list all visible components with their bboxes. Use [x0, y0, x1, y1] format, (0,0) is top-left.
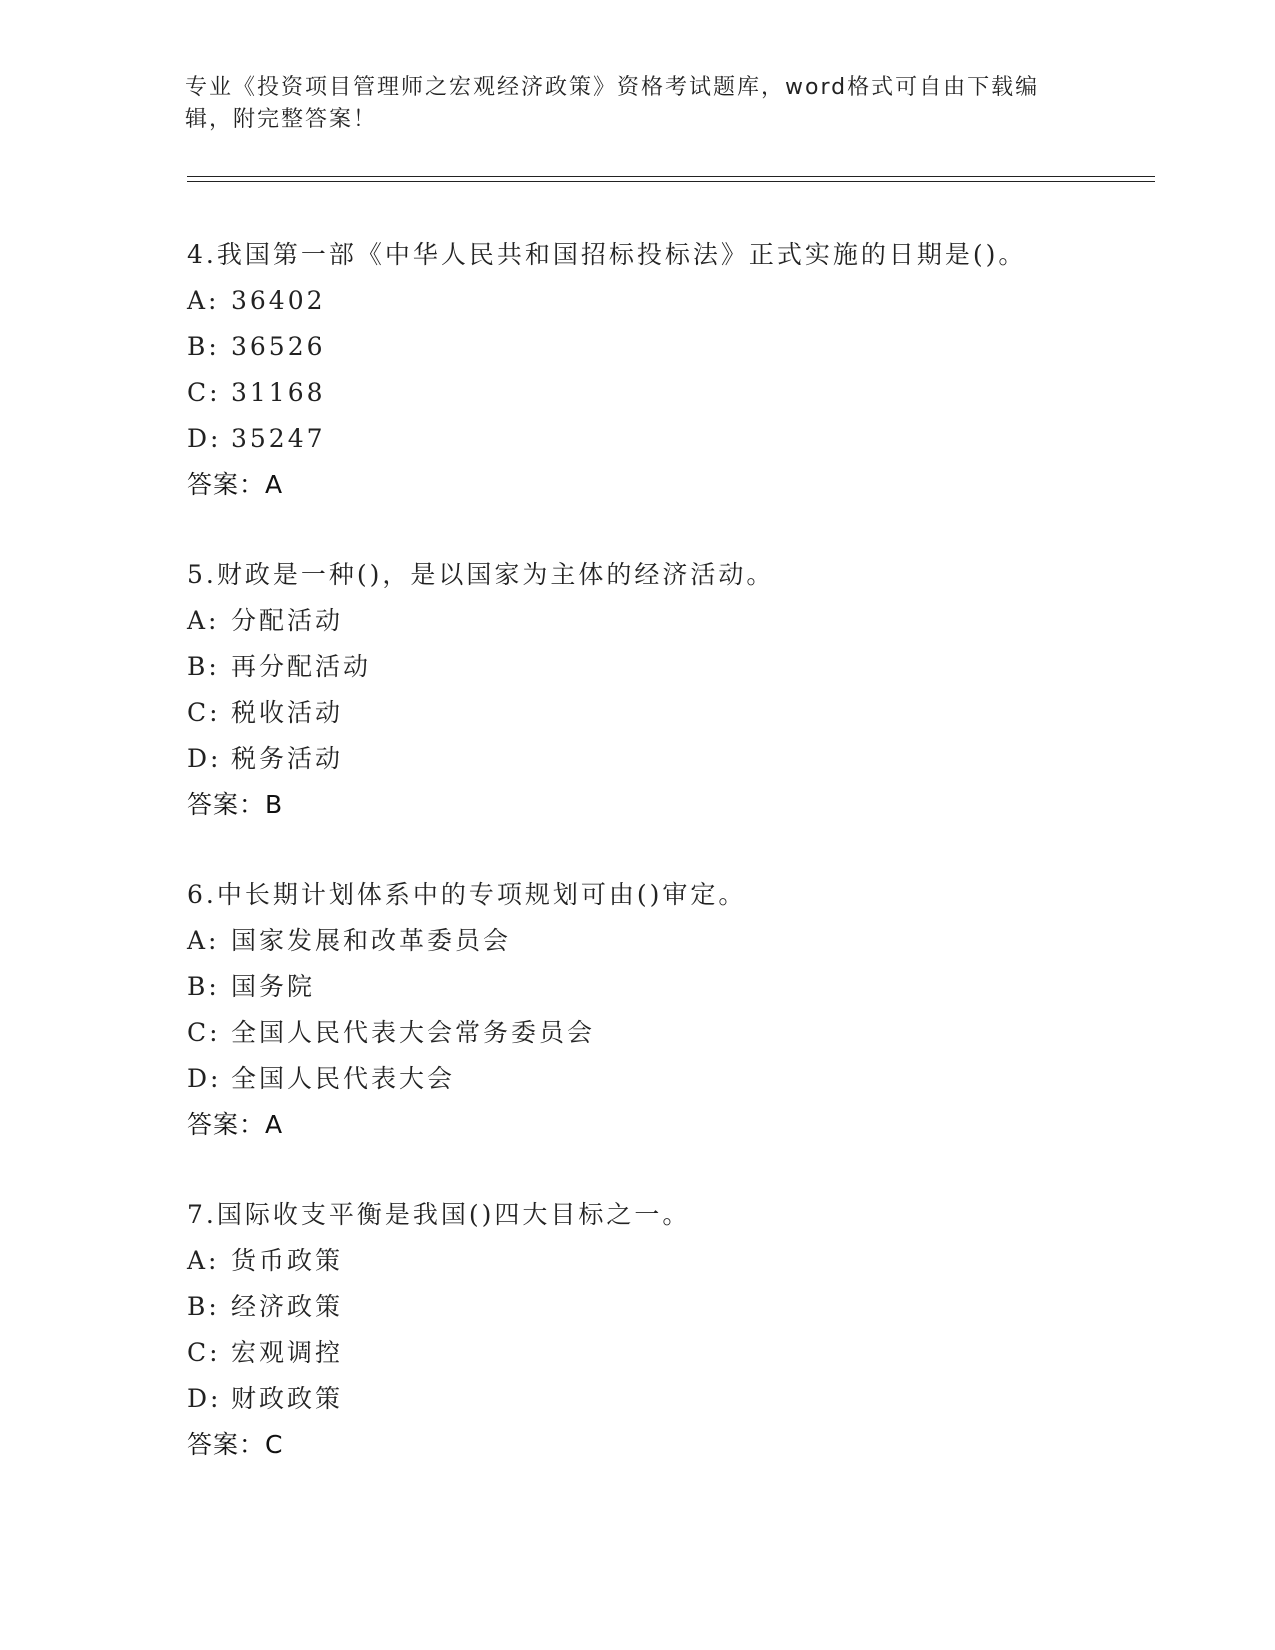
- header-line-2: 辑，附完整答案！: [185, 107, 378, 132]
- option-text: 税收活动: [231, 698, 344, 727]
- option-label: B:: [187, 1292, 220, 1321]
- option-text: 货币政策: [231, 1246, 344, 1275]
- question-stem: 4.我国第一部《中华人民共和国招标投标法》正式实施的日期是()。: [187, 240, 1027, 269]
- option-a: [187, 1238, 1147, 1284]
- header-line-1: 专业《投资项目管理师之宏观经济政策》资格考试题库，word格式可自由下载编: [185, 75, 1040, 100]
- option-text: 国务院: [231, 972, 316, 1001]
- option-d: [187, 1056, 1147, 1102]
- option-b: [187, 324, 1147, 370]
- option-d: [187, 1376, 1147, 1422]
- option-b: [187, 644, 1147, 690]
- option-b: [187, 964, 1147, 1010]
- option-c: [187, 690, 1147, 736]
- question-stem: 5.财政是一种()，是以国家为主体的经济活动。: [187, 560, 775, 589]
- question-block: [187, 232, 1147, 508]
- option-label: A:: [187, 926, 220, 955]
- option-label: C:: [187, 1338, 221, 1367]
- option-b: [187, 1284, 1147, 1330]
- option-text: 全国人民代表大会常务委员会: [231, 1018, 596, 1047]
- option-text: 国家发展和改革委员会: [231, 926, 512, 955]
- option-label: D:: [187, 424, 222, 453]
- question-stem: 7.国际收支平衡是我国()四大目标之一。: [187, 1200, 691, 1229]
- document-header: [185, 72, 1085, 136]
- option-text: 36526: [231, 332, 326, 361]
- option-a: [187, 918, 1147, 964]
- option-text: 税务活动: [231, 744, 344, 773]
- option-label: C:: [187, 1018, 221, 1047]
- header-divider-bottom: [187, 181, 1155, 182]
- option-c: [187, 1330, 1147, 1376]
- option-text: 宏观调控: [231, 1338, 344, 1367]
- option-c: [187, 1010, 1147, 1056]
- question-block: [187, 552, 1147, 828]
- option-d: [187, 736, 1147, 782]
- option-label: C:: [187, 698, 221, 727]
- header-divider-top: [187, 176, 1155, 177]
- option-text: 全国人民代表大会: [231, 1064, 456, 1093]
- answer-line: 答案：A: [187, 1110, 284, 1139]
- option-label: A:: [187, 286, 220, 315]
- question-stem: 6.中长期计划体系中的专项规划可由()审定。: [187, 880, 747, 909]
- option-label: B:: [187, 332, 220, 361]
- option-c: [187, 370, 1147, 416]
- option-text: 分配活动: [231, 606, 344, 635]
- option-text: 31168: [231, 378, 326, 407]
- option-label: C:: [187, 378, 221, 407]
- option-text: 经济政策: [231, 1292, 344, 1321]
- option-d: [187, 416, 1147, 462]
- option-text: 36402: [231, 286, 326, 315]
- question-block: [187, 1192, 1147, 1468]
- option-label: B:: [187, 652, 220, 681]
- answer-line: 答案：B: [187, 790, 284, 819]
- option-label: D:: [187, 1064, 222, 1093]
- option-a: [187, 598, 1147, 644]
- answer-line: 答案：A: [187, 470, 284, 499]
- option-label: A:: [187, 606, 220, 635]
- option-label: A:: [187, 1246, 220, 1275]
- option-a: [187, 278, 1147, 324]
- option-text: 35247: [231, 424, 326, 453]
- option-text: 再分配活动: [231, 652, 372, 681]
- answer-line: 答案：C: [187, 1430, 284, 1459]
- option-text: 财政政策: [231, 1384, 344, 1413]
- option-label: B:: [187, 972, 220, 1001]
- option-label: D:: [187, 1384, 222, 1413]
- question-block: [187, 872, 1147, 1148]
- option-label: D:: [187, 744, 222, 773]
